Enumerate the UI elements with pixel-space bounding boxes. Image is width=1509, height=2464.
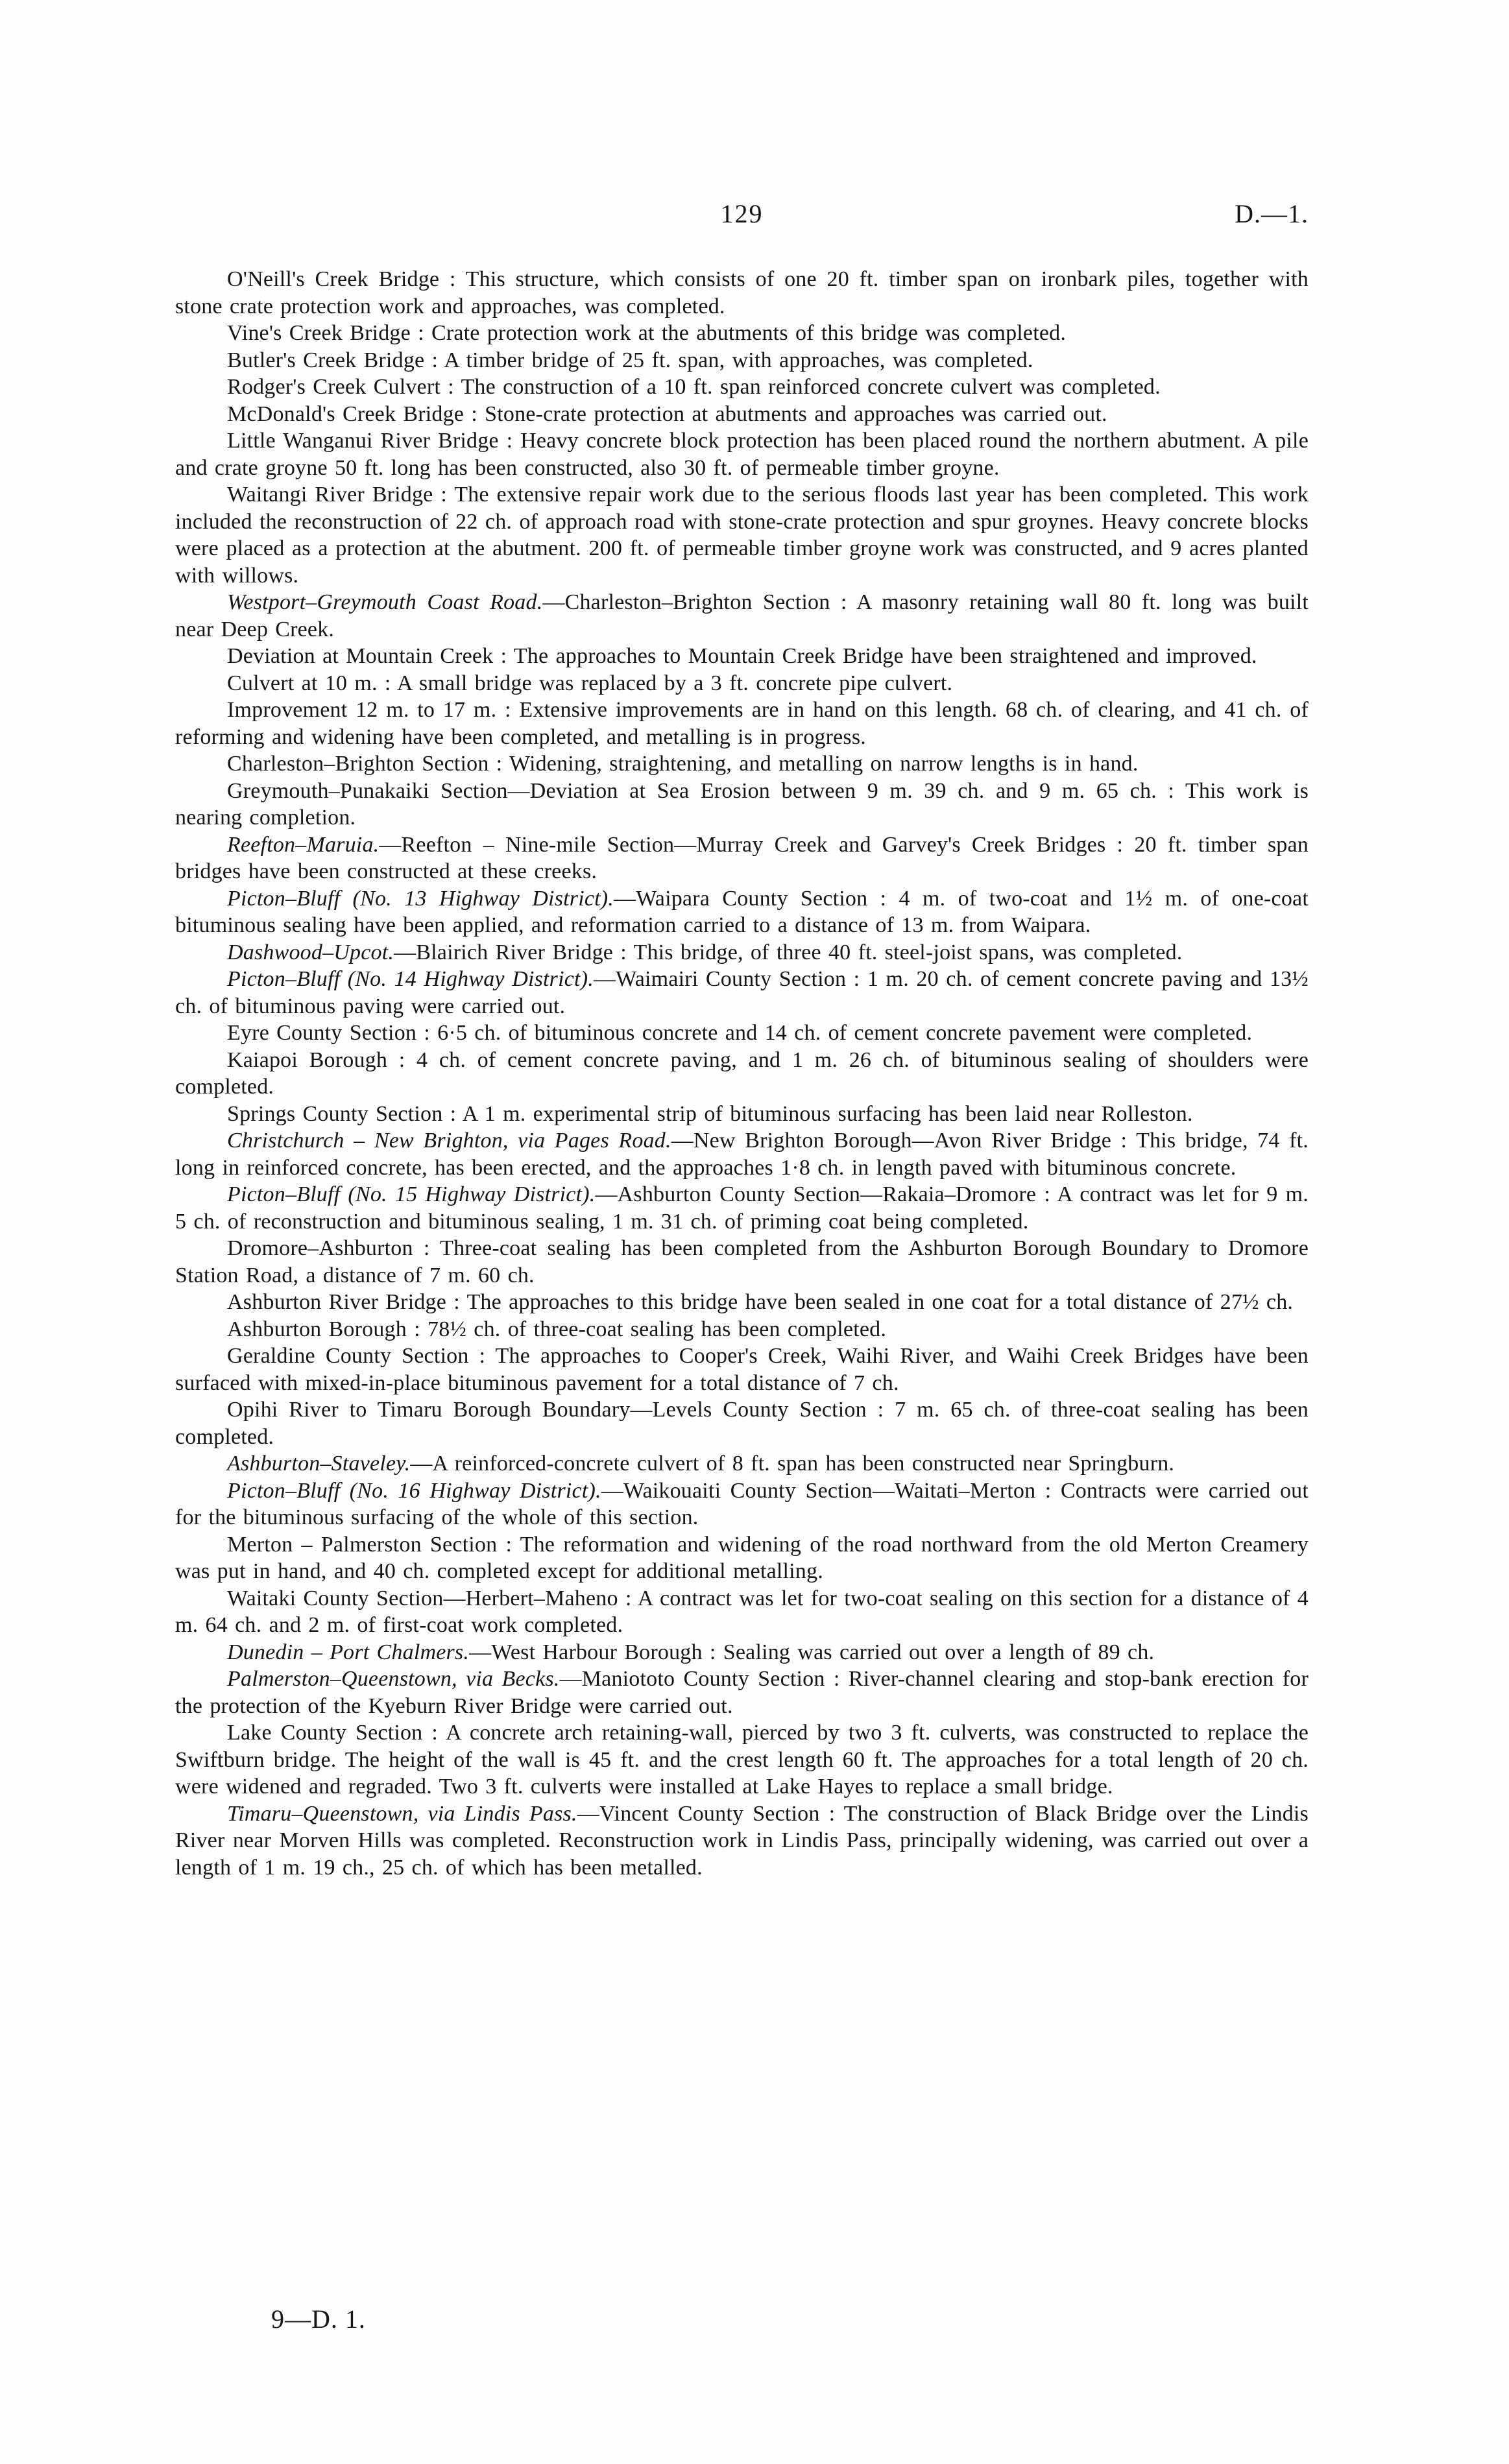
paragraph-text: Improvement 12 m. to 17 m. : Extensive improvements are in hand on this length. 68 ch. of clearing, and 41 ch. of reforming and widening have been completed, and metalling is in progress. — [175, 698, 1309, 749]
paragraph — [175, 1450, 1309, 1477]
paragraph-text: —Charleston–Brighton Section : A masonry retaining wall 80 ft. long was built near Deep Creek. — [175, 590, 1309, 641]
paragraph-text: Greymouth–Punakaiki Section—Deviation at Sea Erosion between 9 m. 39 ch. and 9 m. 65 ch. : This work is nearing completion. — [175, 778, 1309, 830]
paragraph-text: Ashburton Borough : 78½ ch. of three-coat sealing has been completed. — [227, 1317, 887, 1341]
paragraph-text: —Maniototo County Section : River-channel clearing and stop-bank erection for the protection of the Kyeburn River Bridge were carried out. — [175, 1667, 1309, 1718]
body-text — [175, 266, 1309, 1881]
paragraph-text: Lake County Section : A concrete arch retaining-wall, pierced by two 3 ft. culverts, was constructed to replace the Swiftburn bridge. The height of the wall is 45 ft. and the crest length 60 ft. The approaches for a total length of 20 ch. were widened and regraded. Two 3 ft. culverts were installed at Lake Hayes to replace a small bridge. — [175, 1721, 1309, 1799]
paragraph — [175, 1181, 1309, 1235]
paragraph-text: —Waipara County Section : 4 m. of two-coat and 1½ m. of one-coat bituminous sealing have been applied, and reformation carried to a distance of 13 m. from Waipara. — [175, 886, 1309, 937]
paragraph — [175, 670, 1309, 697]
footer-signature: 9—D. 1. — [271, 2304, 366, 2334]
paragraph — [175, 374, 1309, 401]
paragraph — [175, 347, 1309, 374]
page-number: 129 — [720, 199, 764, 228]
paragraph-text: Eyre County Section : 6·5 ch. of bituminous concrete and 14 ch. of cement concrete pavement were completed. — [227, 1021, 1253, 1045]
route-heading: Christchurch – New Brighton, via Pages Road. — [227, 1129, 671, 1153]
paragraph — [175, 1800, 1309, 1882]
paragraph — [175, 1289, 1309, 1316]
paragraph — [175, 1639, 1309, 1666]
paragraph-text: McDonald's Creek Bridge : Stone-crate protection at abutments and approaches was carried out. — [227, 401, 1107, 426]
paragraph — [175, 1127, 1309, 1181]
route-heading: Picton–Bluff (No. 16 Highway District). — [227, 1478, 601, 1503]
paragraph — [175, 1316, 1309, 1343]
doc-reference: D.—1. — [1235, 199, 1309, 228]
paragraph-text: Merton – Palmerston Section : The reformation and widening of the road northward from the old Merton Creamery was put in hand, and 40 ch. completed except for additional metalling. — [175, 1532, 1309, 1583]
paragraph — [175, 643, 1309, 670]
paragraph — [175, 427, 1309, 481]
paragraph — [175, 1396, 1309, 1450]
paragraph-text: Springs County Section : A 1 m. experimental strip of bituminous surfacing has been laid near Rolleston. — [227, 1101, 1193, 1126]
paragraph-text: Vine's Creek Bridge : Crate protection work at the abutments of this bridge was completed. — [227, 321, 1067, 345]
paragraph — [175, 831, 1309, 885]
paragraph — [175, 401, 1309, 428]
paragraph-text: —A reinforced-concrete culvert of 8 ft. span has been constructed near Springburn. — [410, 1452, 1175, 1476]
paragraph-text: O'Neill's Creek Bridge : This structure, which consists of one 20 ft. timber span on ironbark piles, together with stone crate protection work and approaches, was completed. — [175, 267, 1309, 318]
paragraph-text: Ashburton River Bridge : The approaches to this bridge have been sealed in one coat for a total distance of 27½ ch. — [227, 1290, 1294, 1314]
paragraph-text: Deviation at Mountain Creek : The approaches to Mountain Creek Bridge have been straightened and improved. — [227, 644, 1257, 668]
paragraph — [175, 750, 1309, 778]
paragraph-text: Little Wanganui River Bridge : Heavy concrete block protection has been placed round the northern abutment. A pile and crate groyne 50 ft. long has been constructed, also 30 ft. of permeable timber groyne. — [175, 429, 1309, 480]
paragraph — [175, 1101, 1309, 1128]
route-heading: Ashburton–Staveley. — [227, 1452, 411, 1476]
route-heading: Timaru–Queenstown, via Lindis Pass. — [227, 1801, 577, 1826]
paragraph-text: Dromore–Ashburton : Three-coat sealing has been completed from the Ashburton Borough Boundary to Dromore Station Road, a distance of 7 m. 60 ch. — [175, 1236, 1309, 1287]
paragraph — [175, 589, 1309, 643]
paragraph — [175, 1047, 1309, 1101]
paragraph — [175, 1020, 1309, 1047]
paragraph — [175, 1531, 1309, 1585]
route-heading: Picton–Bluff (No. 14 Highway District). — [227, 967, 594, 991]
paragraph — [175, 778, 1309, 831]
paragraph-text: —Reefton – Nine-mile Section—Murray Creek and Garvey's Creek Bridges : 20 ft. timber span bridges have been constructed at these creeks. — [175, 832, 1309, 883]
paragraph — [175, 1343, 1309, 1396]
paragraph — [175, 1235, 1309, 1289]
paragraph-text: Rodger's Creek Culvert : The construction of a 10 ft. span reinforced concrete culvert was completed. — [227, 375, 1161, 399]
paragraph-text: —West Harbour Borough : Sealing was carried out over a length of 89 ch. — [469, 1640, 1155, 1664]
route-heading: Dashwood–Upcot. — [227, 940, 394, 964]
paragraph-text: —Waimairi County Section : 1 m. 20 ch. of cement concrete paving and 13½ ch. of bituminous paving were carried out. — [175, 967, 1309, 1018]
paragraph-text: —New Brighton Borough—Avon River Bridge : This bridge, 74 ft. long in reinforced concrete, has been erected, and the approaches 1·8 ch. in length paved with bituminous concrete. — [175, 1129, 1309, 1180]
paragraph — [175, 481, 1309, 589]
paragraph — [175, 939, 1309, 966]
paragraph-text: —Ashburton County Section—Rakaia–Dromore : A contract was let for 9 m. 5 ch. of reconstruction and bituminous sealing, 1 m. 31 ch. of priming coat being completed. — [175, 1182, 1309, 1234]
route-heading: Westport–Greymouth Coast Road. — [227, 590, 543, 614]
paragraph-text: Geraldine County Section : The approaches to Cooper's Creek, Waihi River, and Waihi Creek Bridges have been surfaced with mixed-in-place bituminous pavement for a total distance of 7 ch. — [175, 1344, 1309, 1395]
paragraph — [175, 1719, 1309, 1800]
paragraph-text: Waitaki County Section—Herbert–Maheno : A contract was let for two-coat sealing on this section for a distance of 4 m. 64 ch. and 2 m. of first-coat work completed. — [175, 1586, 1309, 1637]
paragraph — [175, 1666, 1309, 1719]
paragraph — [175, 1585, 1309, 1639]
paragraph-text: Culvert at 10 m. : A small bridge was replaced by a 3 ft. concrete pipe culvert. — [227, 671, 953, 695]
paragraph — [175, 885, 1309, 939]
route-heading: Reefton–Maruia. — [227, 832, 380, 857]
paragraph-text: —Waikouaiti County Section—Waitati–Merton : Contracts were carried out for the bituminous surfacing of the whole of this section. — [175, 1478, 1309, 1529]
paragraph-text: —Blairich River Bridge : This bridge, of three 40 ft. steel-joist spans, was completed. — [394, 940, 1183, 964]
paragraph — [175, 266, 1309, 320]
route-heading: Dunedin – Port Chalmers. — [227, 1640, 470, 1664]
paragraph-text: —Vincent County Section : The construction of Black Bridge over the Lindis River near Morven Hills was completed. Reconstruction work in Lindis Pass, principally widening, was carried out over a length of 1 m. 19 ch., 25 ch. of which has been metalled. — [175, 1801, 1309, 1880]
paragraph — [175, 320, 1309, 347]
route-heading: Picton–Bluff (No. 15 Highway District). — [227, 1182, 596, 1206]
paragraph — [175, 966, 1309, 1020]
paragraph-text: Waitangi River Bridge : The extensive repair work due to the serious floods last year has been completed. This work included the reconstruction of 22 ch. of approach road with stone-crate protection and spur groynes. Heavy concrete blocks were placed as a protection at the abutment. 200 ft. of permeable timber groyne work was constructed, and 9 acres planted with willows. — [175, 483, 1309, 588]
paragraph-text: Charleston–Brighton Section : Widening, straightening, and metalling on narrow lengths is in hand. — [227, 752, 1139, 776]
route-heading: Palmerston–Queenstown, via Becks. — [227, 1667, 560, 1691]
paragraph-text: Opihi River to Timaru Borough Boundary—Levels County Section : 7 m. 65 ch. of three-coat sealing has been completed. — [175, 1398, 1309, 1449]
paragraph — [175, 1477, 1309, 1531]
page-header — [175, 198, 1309, 232]
paragraph-text: Butler's Creek Bridge : A timber bridge of 25 ft. span, with approaches, was completed. — [227, 348, 1033, 372]
paragraph — [175, 697, 1309, 750]
paragraph-text: Kaiapoi Borough : 4 ch. of cement concrete paving, and 1 m. 26 ch. of bituminous sealing of shoulders were completed. — [175, 1047, 1309, 1099]
route-heading: Picton–Bluff (No. 13 Highway District). — [227, 886, 614, 911]
